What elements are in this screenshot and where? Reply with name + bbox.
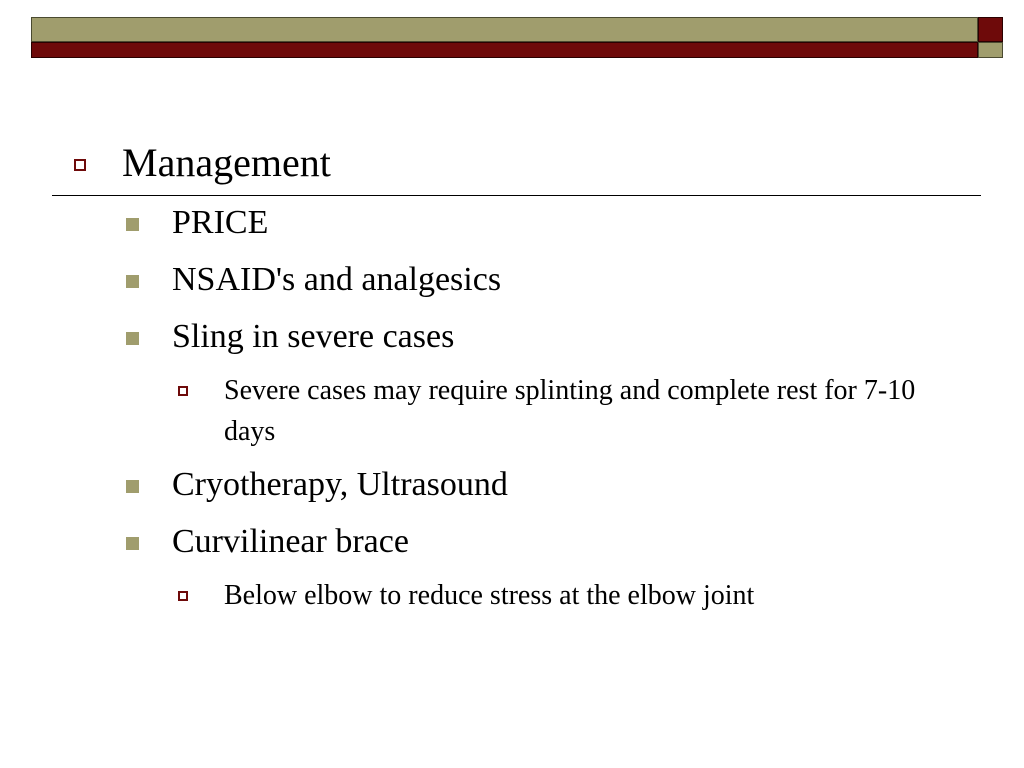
hollow-square-bullet-icon bbox=[178, 386, 188, 396]
list-item-label: Cryotherapy, Ultrasound bbox=[172, 466, 508, 503]
sub-item-splinting bbox=[178, 370, 964, 452]
top-banner-olive-bar bbox=[31, 17, 978, 42]
corner-square-olive bbox=[978, 42, 1003, 58]
top-banner-maroon-bar bbox=[31, 42, 978, 58]
hollow-square-bullet-icon bbox=[178, 591, 188, 601]
sub-item-text: Severe cases may require splinting and complete rest for 7-10 days bbox=[224, 375, 916, 447]
list-item-label: NSAID's and analgesics bbox=[172, 261, 502, 298]
list-item-brace bbox=[126, 522, 409, 562]
hollow-square-bullet-icon bbox=[74, 159, 86, 171]
filled-square-bullet-icon bbox=[126, 332, 139, 345]
filled-square-bullet-icon bbox=[126, 480, 139, 493]
list-item-label: PRICE bbox=[172, 204, 269, 241]
list-item-sling bbox=[126, 317, 454, 357]
sub-item-below-elbow bbox=[178, 575, 964, 616]
list-item-cryotherapy bbox=[126, 465, 508, 505]
filled-square-bullet-icon bbox=[126, 218, 139, 231]
heading-divider bbox=[52, 195, 981, 196]
slide-heading bbox=[74, 138, 331, 188]
heading-text: Management bbox=[122, 140, 331, 185]
list-item-nsaids bbox=[126, 260, 501, 300]
list-item-label: Curvilinear brace bbox=[172, 523, 409, 560]
list-item-price bbox=[126, 203, 268, 243]
filled-square-bullet-icon bbox=[126, 275, 139, 288]
filled-square-bullet-icon bbox=[126, 537, 139, 550]
corner-square-maroon bbox=[978, 17, 1003, 42]
sub-item-text: Below elbow to reduce stress at the elbow joint bbox=[224, 580, 755, 611]
list-item-label: Sling in severe cases bbox=[172, 318, 455, 355]
